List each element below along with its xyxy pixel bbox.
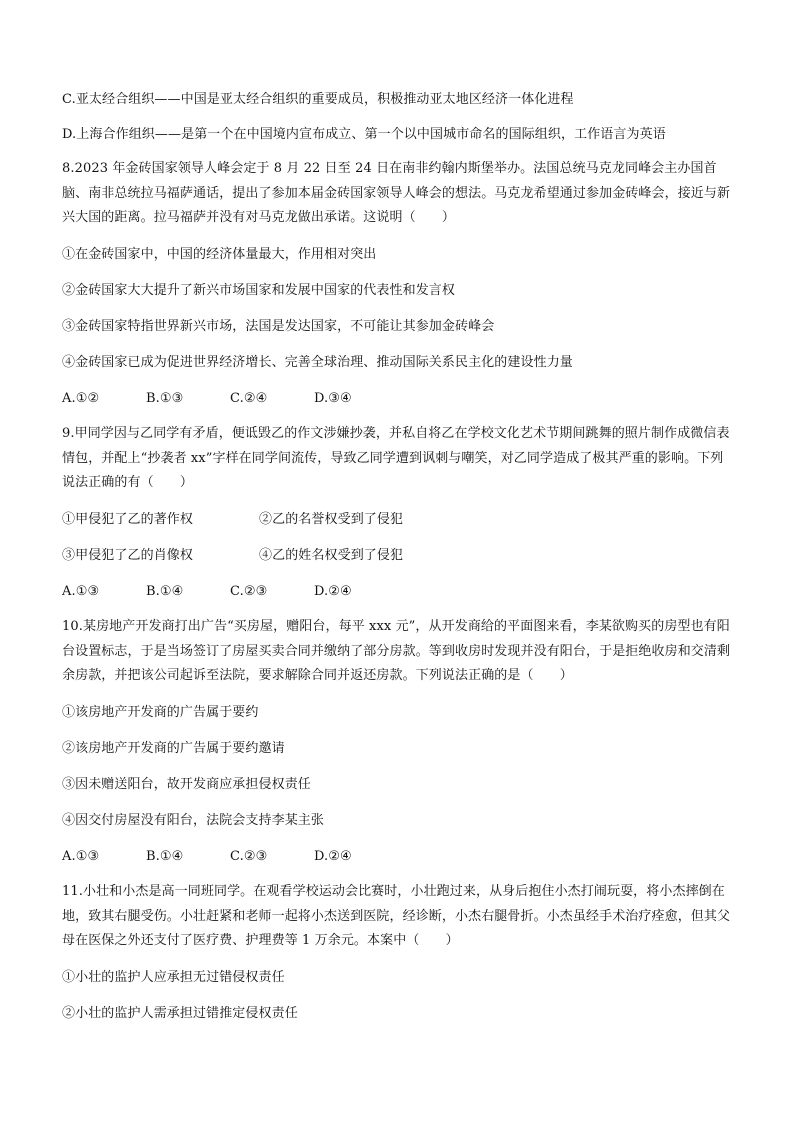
- q10-choices: [62, 847, 398, 867]
- q10-item-4: ④因交付房屋没有阳台，法院会支持李某主张: [62, 813, 325, 828]
- q10-choice-a[interactable]: A.①③: [62, 849, 100, 864]
- q9-choice-b[interactable]: B.①④: [146, 584, 184, 599]
- q9-choice-d[interactable]: D.②④: [314, 584, 352, 599]
- q8-choice-b[interactable]: B.①③: [146, 391, 184, 406]
- q9-item-4: ④乙的姓名权受到了侵犯: [259, 548, 404, 563]
- option-d-prev: D.上海合作组织——是第一个在中国境内宣布成立、第一个以中国城市命名的国际组织，工作语言为英语: [62, 127, 666, 142]
- question-11-stem: 11.小壮和小杰是高一同班同学。在观看学校运动会比赛时，小壮跑过来，从身后抱住小杰打闹玩耍，将小杰摔倒在地，致其右腿受伤。小壮赶紧和老师一起将小杰送到医院，经诊断，小杰右腿骨折。小杰虽经手术治疗痊愈，但其父母在医保之外还支付了医疗费、护理费等 1 万余元。本案中（ ）: [62, 884, 731, 948]
- q10-item-3: ③因未赠送阳台，故开发商应承担侵权责任: [62, 777, 311, 792]
- q9-items-row-2: [62, 546, 403, 566]
- question-10-stem: 10.某房地产开发商打出广告“买房屋，赠阳台，每平 xxx 元”，从开发商给的平面图来看，李某欲购买的房型也有阳台设置标志，于是当场签订了房屋买卖合同并缴纳了部分房款。等到收房时发现并没有阳台，于是拒绝收房和交清剩余房款，并把该公司起诉至法院，要求解除合同并返还房款。下列说法正确的是（ ）: [62, 619, 731, 683]
- q9-choices: [62, 582, 398, 602]
- q8-item-4: ④金砖国家已成为促进世界经济增长、完善全球治理、推动国际关系民主化的建设性力量: [62, 355, 573, 370]
- q10-choice-c[interactable]: C.②③: [230, 849, 268, 864]
- q10-item-1: ①该房地产开发商的广告属于要约: [62, 705, 259, 720]
- q9-item-1: ①甲侵犯了乙的著作权: [62, 512, 194, 527]
- q8-item-3: ③金砖国家特指世界新兴市场，法国是发达国家，不可能让其参加金砖峰会: [62, 319, 495, 334]
- q8-item-2: ②金砖国家大大提升了新兴市场国家和发展中国家的代表性和发言权: [62, 283, 456, 298]
- q8-choice-a[interactable]: A.①②: [62, 391, 100, 406]
- q9-item-3: ③甲侵犯了乙的肖像权: [62, 548, 194, 563]
- q9-choice-a[interactable]: A.①③: [62, 584, 100, 599]
- question-9-stem: 9.甲同学因与乙同学有矛盾，便诋毁乙的作文涉嫌抄袭，并私自将乙在学校文化艺术节期间跳舞的照片制作成微信表情包，并配上“抄袭者 xx”字样在同学间流传，导致乙同学遭到讽刺与嘲笑，对乙同学造成了极其严重的影响。下列说法正确的有（ ）: [62, 426, 730, 490]
- question-8-stem: 8.2023 年金砖国家领导人峰会定于 8 月 22 日至 24 日在南非约翰内斯堡举办。法国总统马克龙同峰会主办国首脑、南非总统拉马福萨通话，提出了参加本届金砖国家领导人峰会的想法。马克龙希望通过参加金砖峰会，接近与新兴大国的距离。拉马福萨并没有对马克龙做出承诺。这说明（ ）: [62, 161, 731, 225]
- q9-choice-c[interactable]: C.②③: [230, 584, 268, 599]
- q10-item-2: ②该房地产开发商的广告属于要约邀请: [62, 741, 285, 756]
- q9-item-2: ②乙的名誉权受到了侵犯: [259, 512, 404, 527]
- q8-choice-c[interactable]: C.②④: [230, 391, 268, 406]
- q11-item-1: ①小壮的监护人应承担无过错侵权责任: [62, 970, 285, 985]
- q10-choice-b[interactable]: B.①④: [146, 849, 184, 864]
- q9-items-row-1: [62, 510, 403, 530]
- q8-choices: [62, 389, 398, 409]
- option-c-prev: C.亚太经合组织——中国是亚太经合组织的重要成员，积极推动亚太地区经济一体化进程: [62, 92, 574, 107]
- q11-item-2: ②小壮的监护人需承担过错推定侵权责任: [62, 1006, 298, 1021]
- q8-choice-d[interactable]: D.③④: [314, 391, 352, 406]
- q10-choice-d[interactable]: D.②④: [314, 849, 352, 864]
- q8-item-1: ①在金砖国家中，中国的经济体量最大，作用相对突出: [62, 247, 377, 262]
